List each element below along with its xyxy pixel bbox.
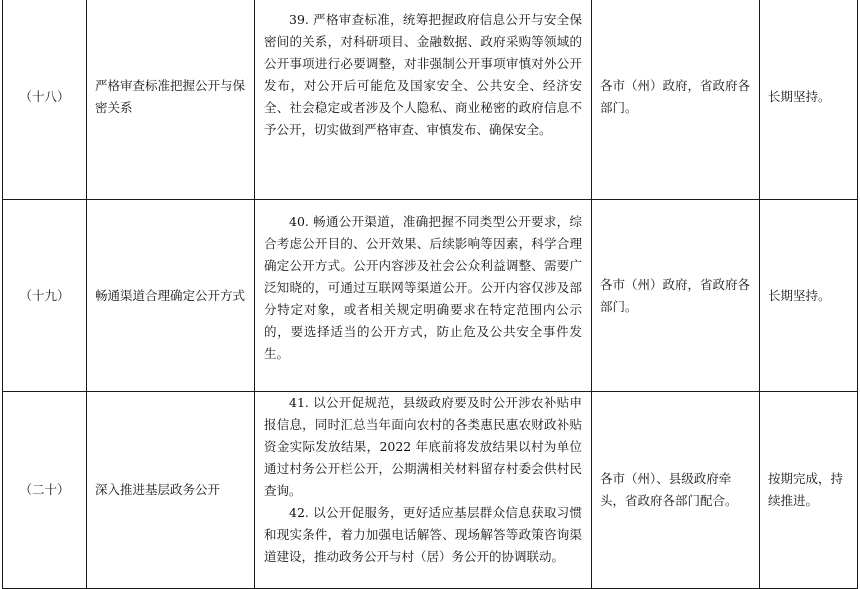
timeline: 按期完成，持续推进。 bbox=[760, 392, 858, 589]
item-title: 畅通渠道合理确定公开方式 bbox=[87, 200, 255, 392]
table-row bbox=[3, 0, 858, 200]
measure-paragraph: 41. 以公开促规范，县级政府要及时公开涉农补贴申报信息，同时汇总当年面向农村的各类惠民惠农财政补贴资金实际发放结果，2022 年底前将发放结果以村为单位通过村务公开栏公开，公期满相关材料留存村委会供村民查询。 bbox=[264, 395, 582, 498]
responsible-department: 各市（州）政府，省政府各部门。 bbox=[592, 0, 760, 200]
table-row bbox=[3, 392, 858, 589]
policy-table bbox=[2, 0, 858, 589]
measure-paragraph: 39. 严格审查标准，统筹把握政府信息公开与安全保密间的关系，对科研项目、金融数据、政府采购等领域的公开事项进行必要调整，对非强制公开事项审慎对外公开发布，对公开后可能危及国家安全、公共安全、经济安全、社会稳定或者涉及个人隐私、商业秘密的政府信息不予公开，切实做到严格审查、审慎发布、确保安全。 bbox=[264, 12, 582, 137]
measure-cell bbox=[255, 0, 592, 200]
row-number: （十九） bbox=[3, 200, 87, 392]
table-row bbox=[3, 200, 858, 392]
measure-paragraph: 40. 畅通公开渠道，准确把握不同类型公开要求，综合考虑公开目的、公开效果、后续影响等因素，科学合理确定公开方式。公开内容涉及社会公众利益调整、需要广泛知晓的，可通过互联网等渠道公开。公开内容仅涉及部分特定对象，或者相关规定明确要求在特定范围内公示的，要选择适当的公开方式，防止危及公共安全事件发生。 bbox=[264, 214, 582, 361]
measure-paragraph: 42. 以公开促服务，更好适应基层群众信息获取习惯和现实条件，着力加强电话解答、现场解答等政策咨询渠道建设，推动政务公开与村（居）务公开的协调联动。 bbox=[264, 505, 582, 564]
responsible-department: 各市（州）政府，省政府各部门。 bbox=[592, 200, 760, 392]
row-number: （十八） bbox=[3, 0, 87, 200]
row-number: （二十） bbox=[3, 392, 87, 589]
timeline: 长期坚持。 bbox=[760, 200, 858, 392]
timeline: 长期坚持。 bbox=[760, 0, 858, 200]
measure-cell bbox=[255, 200, 592, 392]
measure-cell bbox=[255, 392, 592, 589]
responsible-department: 各市（州）、县级政府牵头，省政府各部门配合。 bbox=[592, 392, 760, 589]
item-title: 严格审查标准把握公开与保密关系 bbox=[87, 0, 255, 200]
item-title: 深入推进基层政务公开 bbox=[87, 392, 255, 589]
